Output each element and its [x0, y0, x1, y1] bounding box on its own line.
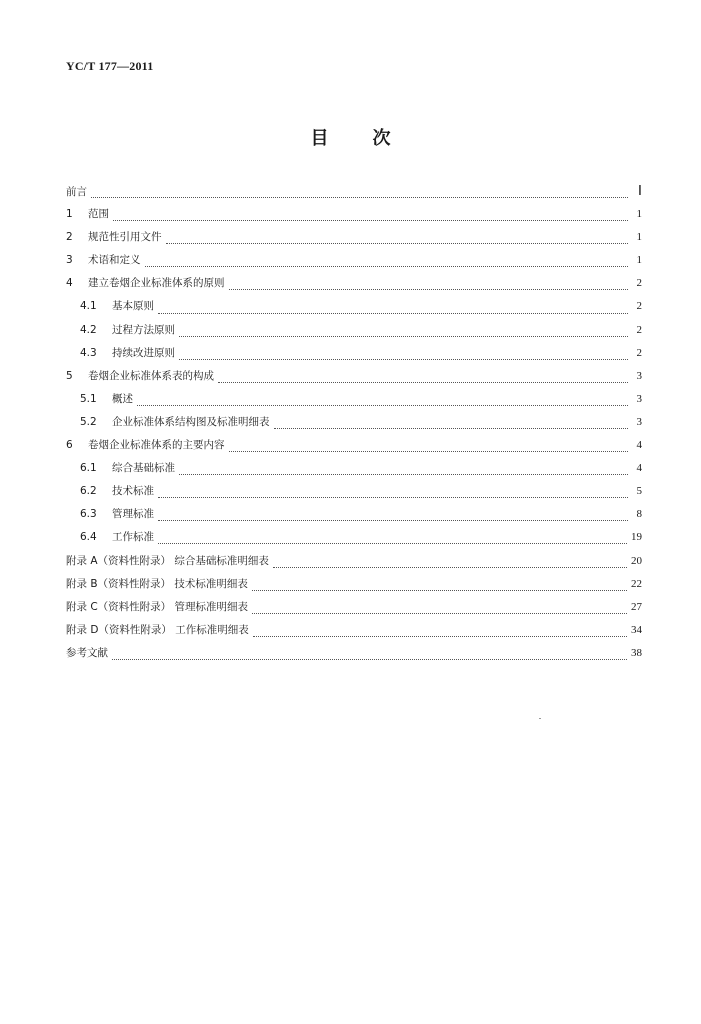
toc-entry-title: 持续改进原则	[112, 346, 175, 359]
page-title	[0, 124, 701, 150]
toc-leader-dots	[145, 266, 629, 267]
toc-entry[interactable]	[66, 529, 642, 552]
toc-entry[interactable]	[66, 622, 642, 645]
toc-entry[interactable]	[66, 322, 642, 345]
toc-leader-dots	[166, 243, 629, 244]
toc-leader-dots	[158, 313, 628, 314]
toc-entry[interactable]	[66, 437, 642, 460]
toc-entry-page: 27	[631, 600, 642, 613]
toc-entry-page: 3	[636, 369, 642, 382]
toc-entry[interactable]	[66, 460, 642, 483]
toc-entry-title: 术语和定义	[88, 254, 141, 267]
toc-entry-title: 卷烟企业标准体系的主要内容	[88, 439, 225, 452]
toc-entry[interactable]	[66, 368, 642, 391]
toc-entry[interactable]	[66, 553, 642, 576]
toc-entry-page: 8	[636, 508, 642, 521]
toc-leader-dots	[274, 428, 629, 429]
toc-leader-dots	[229, 289, 629, 290]
toc-entry-title: 附录 A（资料性附录） 综合基础标准明细表	[66, 554, 269, 567]
toc-entry-page: 3	[636, 415, 642, 428]
toc-entry-title: 企业标准体系结构图及标准明细表	[112, 415, 270, 428]
toc-entry-title: 范围	[88, 208, 109, 221]
toc-leader-dots	[273, 567, 627, 568]
toc-entry-page: Ⅰ	[637, 184, 642, 199]
toc-leader-dots	[253, 636, 627, 637]
toc-entry-page: 2	[636, 346, 642, 359]
toc-entry-page: 1	[636, 231, 642, 244]
toc-entry-title: 前言	[66, 186, 87, 198]
toc-entry-title: 附录 B（资料性附录） 技术标准明细表	[66, 577, 248, 590]
toc-entry[interactable]	[66, 483, 642, 506]
toc-entry-number: 5.2	[80, 415, 97, 428]
toc-entry[interactable]	[66, 391, 642, 414]
toc-entry[interactable]	[66, 345, 642, 368]
toc-leader-dots	[229, 451, 629, 452]
toc-entry-number: 4.1	[80, 300, 97, 313]
toc-leader-dots	[179, 359, 628, 360]
table-of-contents	[66, 183, 642, 668]
toc-entry[interactable]	[66, 576, 642, 599]
toc-entry-number: 5.1	[80, 392, 97, 405]
toc-entry-number: 2	[66, 231, 73, 244]
toc-entry[interactable]	[66, 298, 642, 321]
toc-entry-number: 6.3	[80, 508, 97, 521]
toc-entry-title: 管理标准	[112, 508, 154, 521]
toc-entry-title: 附录 D（资料性附录） 工作标准明细表	[66, 623, 249, 636]
toc-entry-number: 4.2	[80, 323, 97, 336]
toc-entry-number: 1	[66, 208, 73, 221]
toc-entry-title: 技术标准	[112, 485, 154, 498]
toc-entry-number: 5	[66, 369, 73, 382]
toc-entry-title: 综合基础标准	[112, 462, 175, 475]
toc-entry[interactable]	[66, 414, 642, 437]
toc-entry-number: 3	[66, 254, 73, 267]
toc-entry-page: 4	[636, 462, 642, 475]
toc-leader-dots	[218, 382, 628, 383]
toc-entry[interactable]	[66, 229, 642, 252]
toc-entry-page: 34	[631, 623, 642, 636]
toc-entry-number: 6.4	[80, 531, 97, 544]
toc-entry-page: 38	[631, 646, 642, 659]
toc-entry-page: 1	[636, 254, 642, 267]
toc-entry-page: 2	[636, 277, 642, 290]
toc-entry-title: 过程方法原则	[112, 323, 175, 336]
toc-leader-dots	[252, 613, 627, 614]
toc-leader-dots	[158, 497, 628, 498]
standard-code: YC/T 177—2011	[66, 59, 154, 73]
toc-leader-dots	[113, 220, 628, 221]
toc-entry-title: 建立卷烟企业标准体系的原则	[88, 277, 225, 290]
toc-entry-page: 3	[636, 392, 642, 405]
toc-entry-title: 参考文献	[66, 646, 108, 659]
toc-entry-page: 20	[631, 554, 642, 567]
toc-leader-dots	[252, 590, 627, 591]
toc-entry-title: 附录 C（资料性附录） 管理标准明细表	[66, 600, 249, 613]
toc-leader-dots	[112, 659, 627, 660]
toc-entry-page: 22	[631, 577, 642, 590]
toc-leader-dots	[179, 474, 628, 475]
toc-entry-page: 4	[636, 439, 642, 452]
toc-leader-dots	[91, 197, 628, 198]
toc-entry[interactable]	[66, 206, 642, 229]
toc-entry[interactable]	[66, 599, 642, 622]
toc-entry-number: 6.1	[80, 462, 97, 475]
toc-entry[interactable]	[66, 252, 642, 275]
toc-entry-number: 4	[66, 277, 73, 290]
title-char-1: 目	[310, 128, 329, 149]
toc-leader-dots	[179, 336, 628, 337]
toc-entry-page: 5	[636, 485, 642, 498]
toc-entry-title: 卷烟企业标准体系表的构成	[88, 369, 214, 382]
toc-entry-title: 规范性引用文件	[88, 231, 162, 244]
toc-entry[interactable]	[66, 645, 642, 668]
toc-entry-page: 2	[636, 300, 642, 313]
scan-speck	[539, 718, 541, 719]
toc-entry-page: 2	[636, 323, 642, 336]
toc-entry-number: 6.2	[80, 485, 97, 498]
toc-leader-dots	[137, 405, 628, 406]
toc-entry-title: 工作标准	[112, 531, 154, 544]
toc-entry-page: 1	[636, 208, 642, 221]
toc-entry[interactable]	[66, 275, 642, 298]
toc-entry[interactable]	[66, 506, 642, 529]
title-char-2: 次	[372, 128, 391, 149]
toc-leader-dots	[158, 520, 628, 521]
toc-entry-title: 基本原则	[112, 300, 154, 313]
toc-entry-title: 概述	[112, 392, 133, 405]
toc-leader-dots	[158, 543, 627, 544]
toc-entry[interactable]	[66, 183, 642, 206]
toc-entry-number: 4.3	[80, 346, 97, 359]
toc-entry-number: 6	[66, 439, 73, 452]
toc-entry-page: 19	[631, 531, 642, 544]
